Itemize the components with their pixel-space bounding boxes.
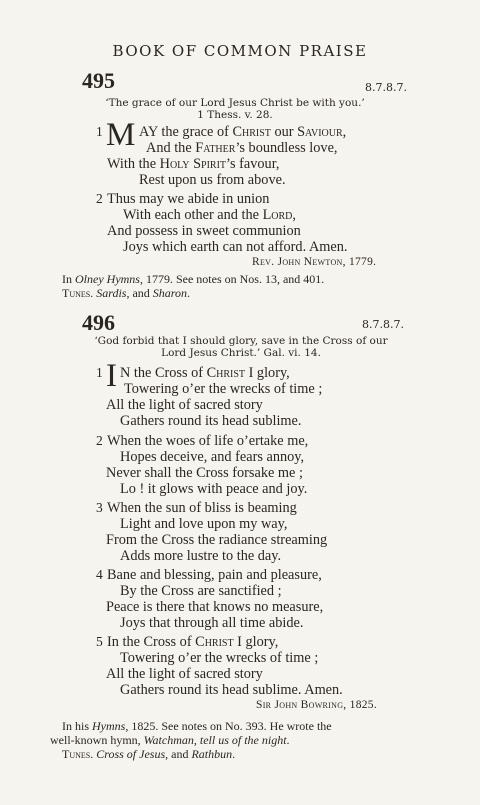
hymn-496-author: Sir John Bowring, 1825. [256,699,378,711]
hymn-number-495: 495 [82,68,115,93]
hymn-line [139,124,346,140]
hymn-line: Hopes deceive, and fears annoy, [120,449,305,465]
hymn-line: Rest upon us from above. [139,172,286,188]
text: ’s favour, [226,156,280,172]
hymn-line [123,207,296,223]
text-smallcaps: Christ [232,124,271,140]
hymn-496-note [62,719,332,734]
epigraph-line: Lord Jesus Christ.’ Gal. vi. 14. [161,347,321,359]
text: well-known hymn, [50,733,144,747]
hymn-line [107,156,279,172]
text: , 1779. See notes on Nos. 13, and 401. [139,272,325,286]
hymn-line: When the sun of bliss is beaming [107,500,297,516]
text: I glory, [245,365,290,381]
text-italic: Watchman, tell us of the night [143,733,287,747]
text: ’s boundless love, [235,140,338,156]
verse-number: 3 [96,500,103,515]
text-smallcaps: Christ [195,634,234,650]
text: , [342,124,347,140]
text: N the Cross of [120,365,207,381]
verse-number: 2 [96,433,103,448]
drop-cap: M [106,117,136,153]
hymn-line: Towering o’er the wrecks of time ; [120,650,319,666]
hymn-496-note-cont [50,733,290,748]
hymn-line: From the Cross the radiance streaming [106,532,328,548]
running-head: BOOK OF COMMON PRAISE [112,42,368,60]
text: And the [146,140,196,156]
hymn-line: Never shall the Cross forsake me ; [106,465,303,481]
text: With the [107,156,160,172]
text: . [187,286,191,300]
hymn-line: Thus may we abide in union [107,191,270,207]
hymn-495-meter: 8.7.8.7. [365,81,407,94]
hymn-line: All the light of sacred story [106,397,263,413]
text: , and [126,286,153,300]
text-smallcaps: Father [195,140,236,156]
text-italic: Hymns [92,719,126,733]
tunes-label: Tunes. [62,747,94,761]
hymn-496-meter: 8.7.8.7. [362,318,404,331]
hymn-line [120,365,290,381]
tune-name: Rathbun [191,747,233,761]
hymn-line: Gathers round its head sublime. [120,413,302,429]
text: . [232,747,236,761]
text-smallcaps: Holy Spirit [159,156,227,172]
hymn-line: Peace is there that knows no measure, [106,599,324,615]
text: I glory, [233,634,279,650]
verse-number: 1 [96,365,103,380]
text: our [270,124,298,140]
text: , and [165,747,192,761]
text: , [292,207,296,223]
hymn-line: Gathers round its head sublime. Amen. [120,682,343,698]
hymn-line [107,634,278,650]
hymn-495-tunes [62,286,190,301]
text: In [62,272,75,286]
hymn-line: Joys that through all time abide. [120,615,304,631]
hymn-496-epigraph [76,335,406,359]
text: In the Cross of [107,634,196,650]
hymn-line: Light and love upon my way, [120,516,288,532]
text-italic: Olney Hymns [75,272,140,286]
verse-number: 2 [96,191,103,206]
verse-number: 4 [96,567,103,582]
hymn-line: Lo ! it glows with peace and joy. [120,481,308,497]
text: With each other and the [123,207,263,223]
text-smallcaps: Christ [206,365,246,381]
hymn-line: Adds more lustre to the day. [120,548,282,564]
hymn-496-tunes [62,747,235,762]
tune-name: Cross of Jesus [96,747,166,761]
hymn-line [146,140,338,156]
hymn-495-note [62,272,324,287]
epigraph-line: ‘God forbid that I should glory, save in the Cross of our [94,335,388,347]
epigraph-line: ‘The grace of our Lord Jesus Christ be with you.’ [105,97,365,109]
text: In his [62,719,92,733]
tunes-label: Tunes. [62,286,94,300]
verse-number: 1 [96,124,103,139]
hymn-number-496: 496 [82,310,115,335]
epigraph-line: 1 Thess. v. 28. [197,109,273,121]
text: , 1825. See notes on No. 393. He wrote the [125,719,332,733]
hymn-line: By the Cross are sanctified ; [120,583,282,599]
text-smallcaps: Lord [262,207,293,223]
hymn-495-author: Rev. John Newton, 1779. [252,256,377,268]
tune-name: Sharon [152,286,188,300]
hymn-line: And possess in sweet communion [107,223,301,239]
hymn-line: All the light of sacred story [106,666,263,682]
text-smallcaps: Saviour [297,124,343,140]
hymn-line: Bane and blessing, pain and pleasure, [107,567,322,583]
tune-name: Sardis [96,286,127,300]
hymn-line: When the woes of life o’ertake me, [107,433,309,449]
text: AY the grace of [139,124,233,140]
hymn-line: Joys which earth can not afford. Amen. [123,239,348,255]
drop-cap: I [106,358,117,394]
hymn-line: Towering o’er the wrecks of time ; [124,381,323,397]
text: . [286,733,290,747]
verse-number: 5 [96,634,103,649]
